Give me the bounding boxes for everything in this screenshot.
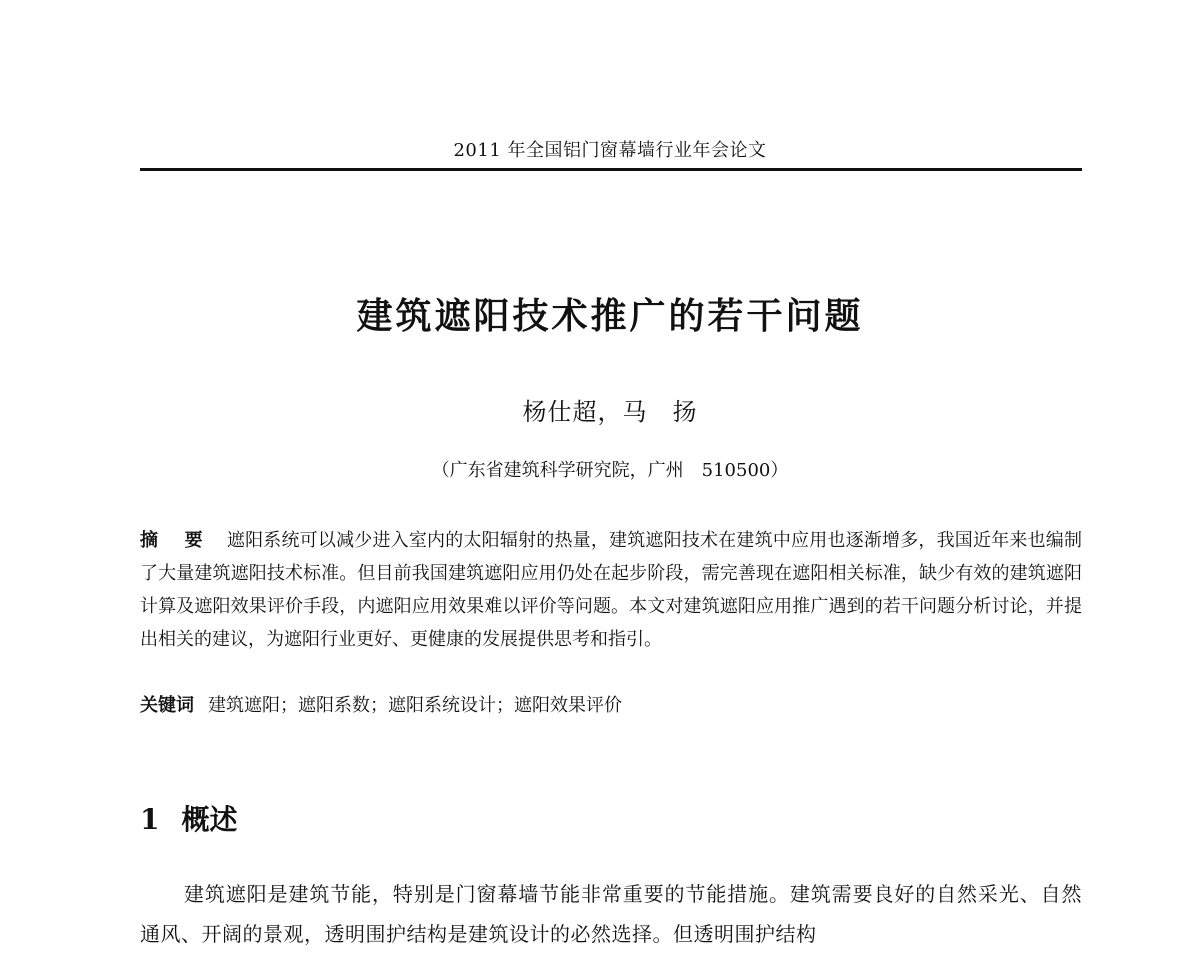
section-heading <box>140 798 238 838</box>
abstract-block <box>140 524 1082 656</box>
running-header: 2011 年全国铝门窗幕墙行业年会论文 <box>453 140 767 161</box>
keywords-block <box>140 692 1082 720</box>
section-title: 概述 <box>181 803 238 836</box>
header-rule <box>140 168 1082 171</box>
paper-authors: 杨仕超，马 扬 <box>522 398 698 426</box>
abstract-label: 摘 要 <box>140 530 213 551</box>
keywords-text: 建筑遮阳；遮阳系数；遮阳系统设计；遮阳效果评价 <box>208 695 622 716</box>
paper-affiliation: （广东省建筑科学研究院，广州 510500） <box>431 460 789 481</box>
section-number: 1 <box>140 803 160 836</box>
keywords-label: 关键词 <box>140 695 194 716</box>
body-paragraph: 建筑遮阳是建筑节能，特别是门窗幕墙节能非常重要的节能措施。建筑需要良好的自然采光、自然通风、开阔的景观，透明围护结构是建筑设计的必然选择。但透明围护结构 <box>140 882 1082 946</box>
abstract-text: 遮阳系统可以减少进入室内的太阳辐射的热量，建筑遮阳技术在建筑中应用也逐渐增多，我国近年来也编制了大量建筑遮阳技术标准。但目前我国建筑遮阳应用仍处在起步阶段，需完善现在遮阳相关标准，缺少有效的建筑遮阳计算及遮阳效果评价手段，内遮阳应用效果难以评价等问题。本文对建筑遮阳应用推广遇到的若干问题分析讨论，并提出相关的建议，为遮阳行业更好、更健康的发展提供思考和指引。 <box>140 530 1082 650</box>
paper-title: 建筑遮阳技术推广的若干问题 <box>356 296 864 337</box>
